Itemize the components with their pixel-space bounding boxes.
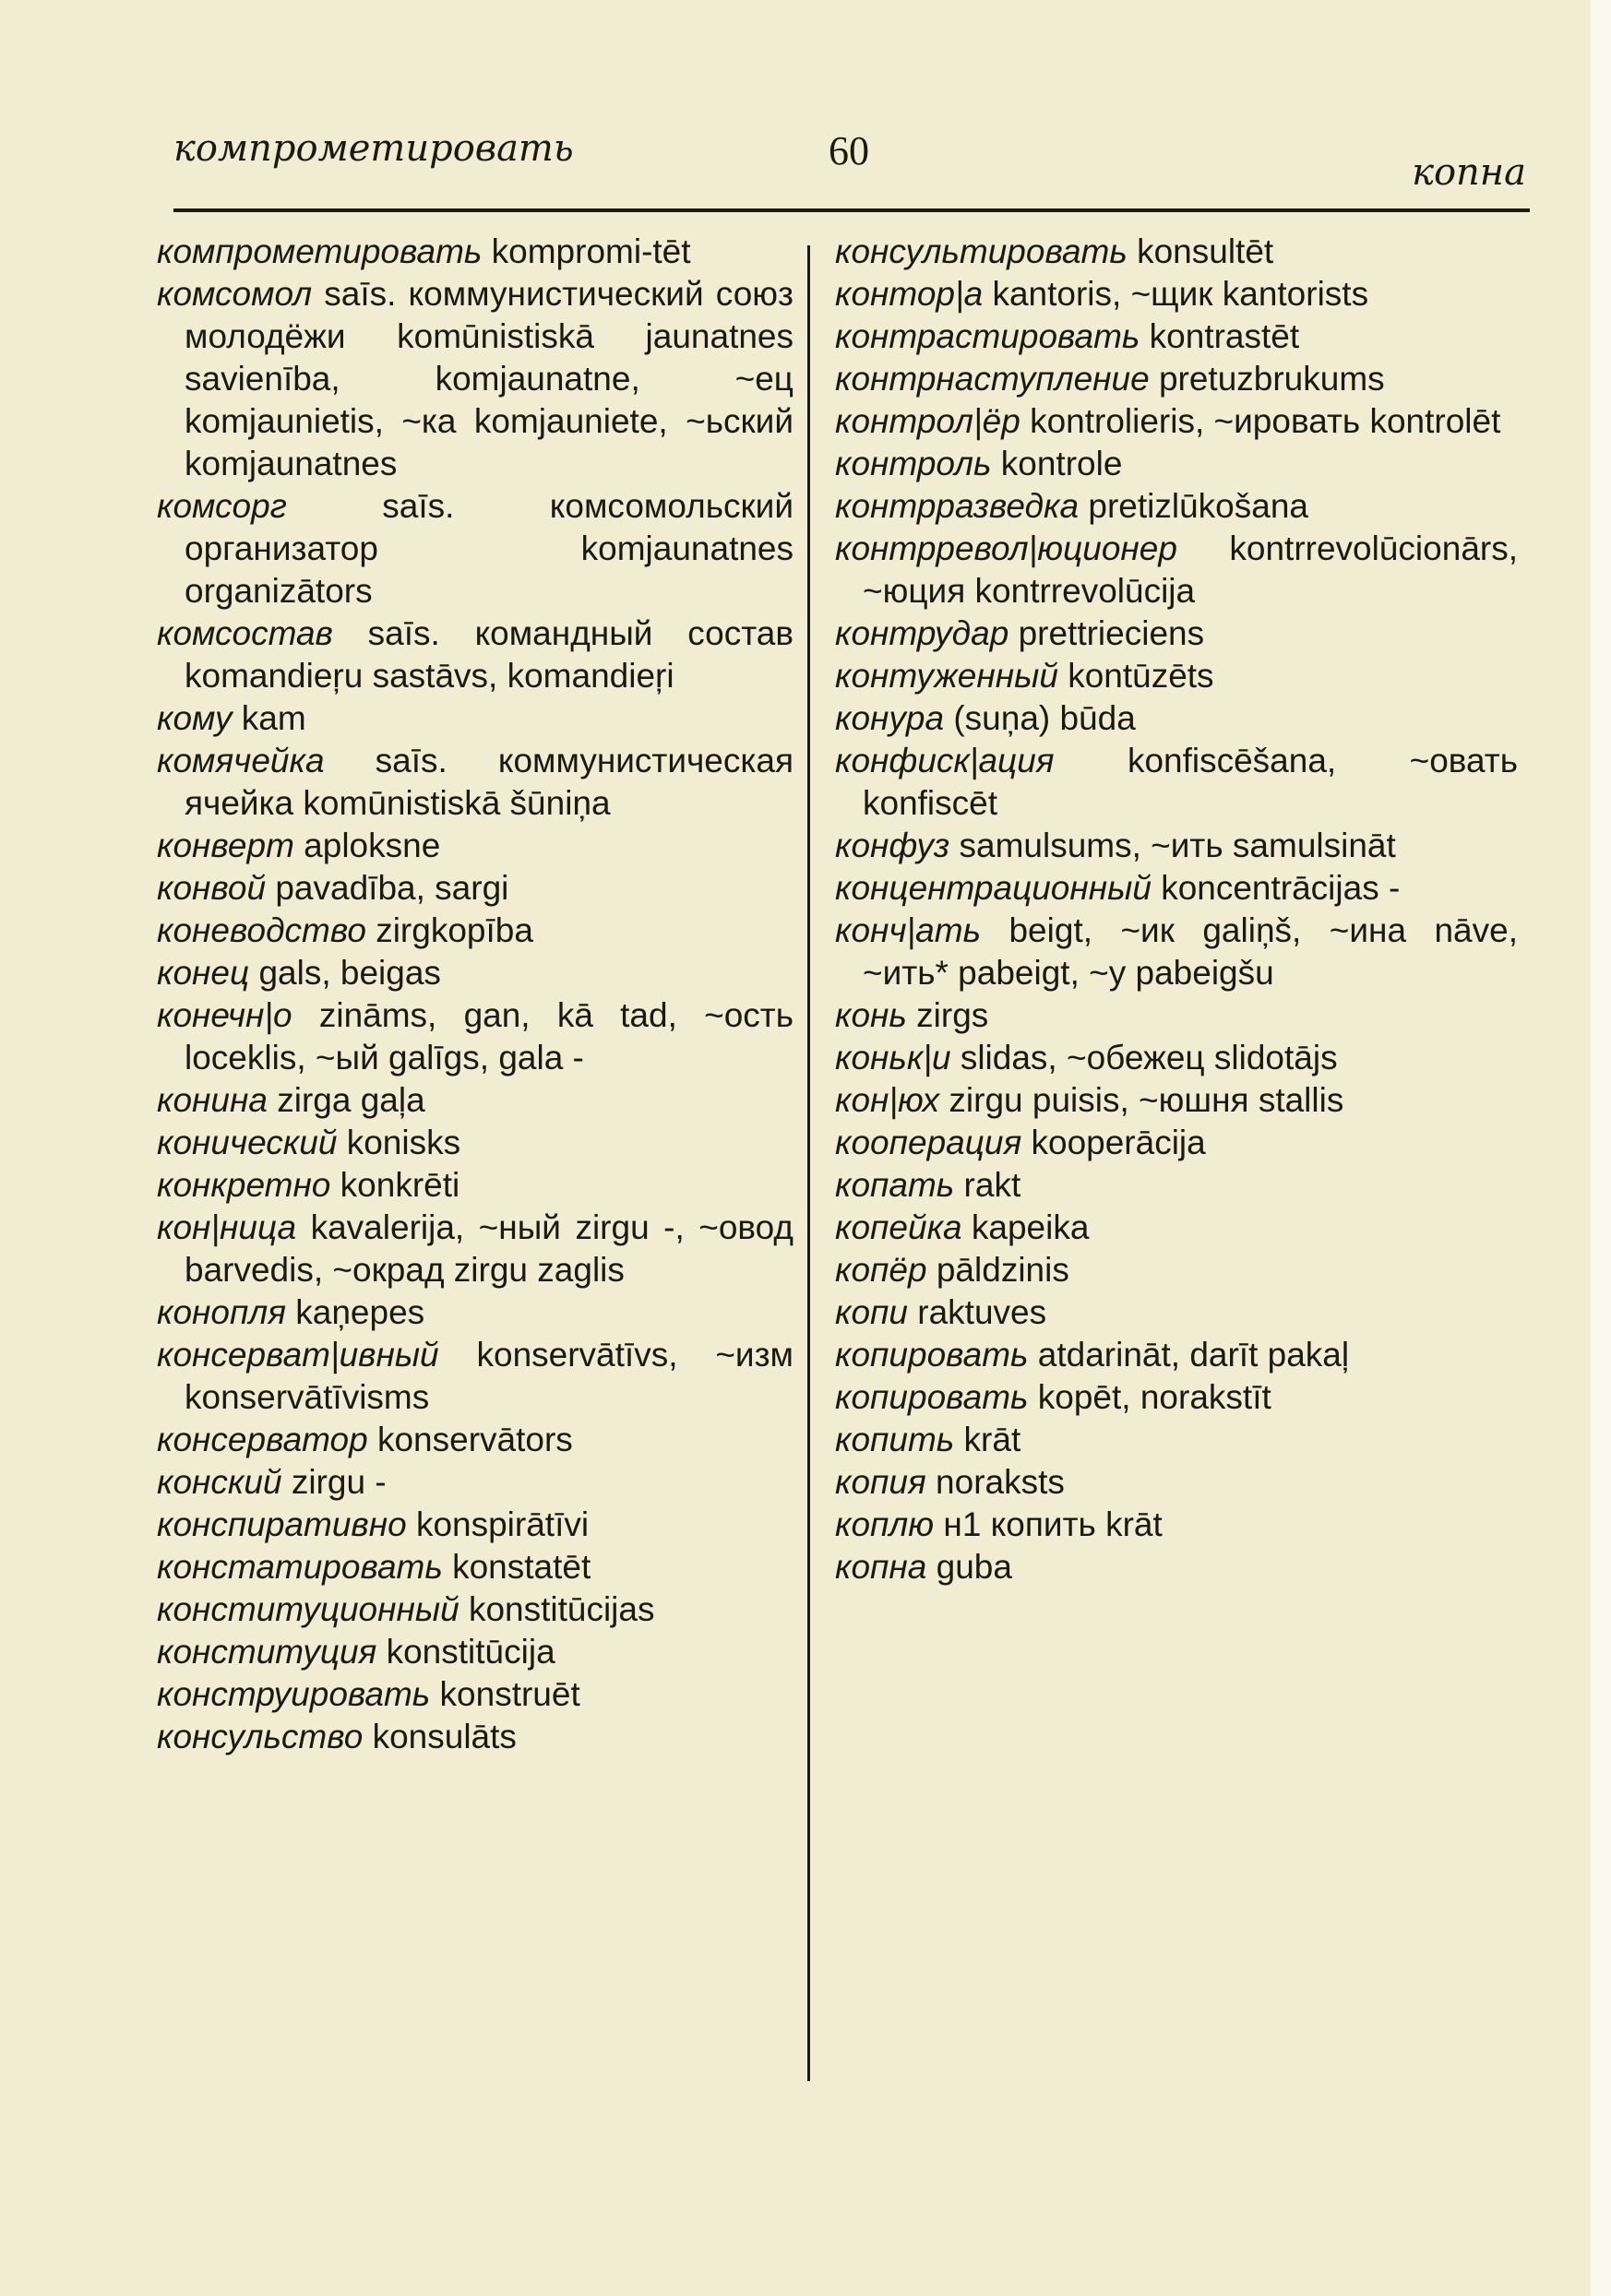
entry-headword: кон|ница	[157, 1208, 297, 1246]
dictionary-entry	[835, 825, 1518, 867]
entry-translation: konservātīvs, ~изм konservātīvisms	[185, 1336, 794, 1416]
entry-headword: конспиративно	[157, 1505, 407, 1543]
dictionary-entry	[157, 231, 794, 273]
dictionary-entry	[835, 1461, 1518, 1504]
entry-headword: копать	[835, 1166, 955, 1204]
entry-headword: комсорг	[157, 487, 287, 525]
entry-translation: saīs. коммунистический союз молодёжи komūnistiskā jaunatnes savienība, komjaunatne, ~ец komjaunietis, ~ка komjauniete, ~ьский komjaunatnes	[185, 275, 794, 482]
entry-translation: konkrēti	[340, 1166, 460, 1204]
entry-translation: beigt, ~ик galiņš, ~ина nāve, ~ить* pabeigt, ~у pabeigšu	[863, 911, 1518, 992]
dictionary-entry	[835, 1122, 1518, 1164]
dictionary-entry	[835, 613, 1518, 655]
entry-translation: konstruēt	[439, 1675, 580, 1713]
entry-headword: контрастировать	[835, 317, 1140, 355]
entry-headword: контрразведка	[835, 487, 1080, 525]
entry-translation: konsulāts	[372, 1718, 517, 1755]
dictionary-entry	[157, 867, 794, 910]
entry-translation: pāldzinis	[936, 1251, 1069, 1289]
entry-headword: коплю	[835, 1505, 935, 1543]
dictionary-entry	[835, 528, 1518, 613]
entry-headword: контрудар	[835, 614, 1009, 652]
dictionary-entry	[835, 697, 1518, 740]
dictionary-entry	[835, 1164, 1518, 1207]
entry-translation: noraksts	[936, 1463, 1065, 1501]
entry-headword: констатировать	[157, 1548, 443, 1586]
dictionary-entry	[835, 400, 1518, 443]
entry-translation: aploksne	[304, 827, 441, 864]
entry-headword: консерват|ивный	[157, 1336, 439, 1374]
entry-translation: guba	[936, 1548, 1012, 1586]
entry-headword: конфуз	[835, 827, 950, 864]
entry-headword: копировать	[835, 1378, 1029, 1416]
dictionary-entry	[157, 1207, 794, 1291]
dictionary-entry	[157, 1588, 794, 1631]
entry-headword: кон|юх	[835, 1081, 940, 1119]
entry-translation: zirgu puisis, ~юшня stallis	[949, 1081, 1344, 1119]
dictionary-entry	[157, 1079, 794, 1122]
entry-headword: конверт	[157, 827, 294, 864]
entry-headword: кому	[157, 699, 233, 737]
dictionary-entry	[157, 994, 794, 1079]
dictionary-entry	[835, 1207, 1518, 1249]
entry-translation: konspirātīvi	[415, 1505, 590, 1543]
column-rule	[807, 245, 810, 2081]
entry-translation: prettrieciens	[1018, 614, 1205, 652]
dictionary-entry	[157, 1716, 794, 1758]
dictionary-entry	[157, 1631, 794, 1673]
entry-translation: kontrastēt	[1149, 317, 1300, 355]
dictionary-entry	[157, 952, 794, 994]
page-edge	[1591, 0, 1611, 2296]
entry-translation: rakt	[963, 1166, 1021, 1204]
entry-translation: kontrolieris, ~ировать kontrolēt	[1030, 402, 1501, 440]
dictionary-entry	[157, 613, 794, 697]
entry-translation: kooperācija	[1031, 1124, 1206, 1161]
entry-headword: конкретно	[157, 1166, 331, 1204]
page-number: 60	[829, 128, 869, 173]
entry-translation: н1 копить krāt	[943, 1505, 1163, 1543]
dictionary-entry	[835, 1504, 1518, 1546]
page-header	[173, 127, 1530, 192]
dictionary-entry	[157, 825, 794, 867]
dictionary-entry	[157, 740, 794, 825]
entry-translation: zirgu -	[291, 1463, 387, 1501]
dictionary-entry	[157, 1546, 794, 1588]
entry-translation: zināms, gan, kā tad, ~ость loceklis, ~ый galīgs, gala -	[185, 996, 794, 1077]
running-head-right: копна	[1412, 151, 1526, 194]
entry-translation: kontūzēts	[1068, 657, 1214, 695]
dictionary-entry	[157, 485, 794, 613]
dictionary-entry	[835, 1291, 1518, 1334]
entry-headword: копи	[835, 1293, 908, 1331]
entry-translation: kopēt, norakstīt	[1037, 1378, 1271, 1416]
right-column	[835, 231, 1518, 1588]
entry-headword: компрометировать	[157, 232, 483, 270]
entry-headword: консерватор	[157, 1421, 368, 1458]
entry-translation: kompromi-tēt	[491, 232, 691, 270]
entry-translation: samulsums, ~ить samulsināt	[959, 827, 1396, 864]
entry-headword: конструировать	[157, 1675, 431, 1713]
running-head-left: компрометировать	[173, 127, 574, 170]
dictionary-entry	[835, 867, 1518, 910]
entry-headword: конец	[157, 954, 250, 992]
entry-headword: конституционный	[157, 1590, 459, 1628]
dictionary-entry	[157, 1291, 794, 1334]
dictionary-entry	[835, 910, 1518, 994]
entry-headword: кооперация	[835, 1124, 1022, 1161]
entry-translation: kantoris, ~щик kantorists	[992, 275, 1369, 313]
entry-headword: контроль	[835, 445, 992, 482]
dictionary-entry	[835, 1334, 1518, 1376]
entry-headword: коневодство	[157, 911, 366, 949]
entry-translation: gals, beigas	[258, 954, 441, 992]
entry-headword: контор|а	[835, 275, 984, 313]
dictionary-entry	[835, 443, 1518, 485]
entry-translation: konstatēt	[452, 1548, 591, 1586]
dictionary-entry	[835, 315, 1518, 358]
dictionary-entry	[157, 1461, 794, 1504]
dictionary-entry	[835, 1037, 1518, 1079]
entry-translation: kavalerija, ~ный zirgu -, ~овод barvedis, ~окрад zirgu zaglis	[185, 1208, 794, 1289]
entry-headword: контрол|ёр	[835, 402, 1020, 440]
entry-translation: atdarināt, darīt pakaļ	[1037, 1336, 1350, 1374]
entry-headword: коньк|и	[835, 1039, 951, 1077]
entry-translation: kapeika	[971, 1208, 1090, 1246]
entry-headword: конина	[157, 1081, 268, 1119]
entry-headword: конский	[157, 1463, 282, 1501]
entry-translation: (suņa) būda	[953, 699, 1136, 737]
dictionary-entry	[835, 273, 1518, 315]
dictionary-entry	[835, 994, 1518, 1037]
dictionary-entry	[157, 273, 794, 485]
dictionary-entry	[835, 358, 1518, 400]
entry-translation: pavadība, sargi	[275, 869, 509, 907]
dictionary-entry	[835, 231, 1518, 273]
entry-headword: конический	[157, 1124, 338, 1161]
entry-translation: saīs. комсомольский организатор komjaunatnes organizātors	[185, 487, 794, 610]
entry-headword: конопля	[157, 1293, 286, 1331]
entry-headword: конфиск|ация	[835, 742, 1055, 779]
entry-headword: контрнаступление	[835, 360, 1150, 398]
dictionary-entry	[157, 1419, 794, 1461]
entry-translation: zirgs	[916, 996, 989, 1034]
entry-translation: pretuzbrukums	[1158, 360, 1385, 398]
dictionary-entry	[835, 1376, 1518, 1419]
dictionary-entry	[157, 1122, 794, 1164]
entry-headword: конституция	[157, 1633, 377, 1671]
entry-headword: комсостав	[157, 614, 333, 652]
entry-translation: saīs. командный состав komandieŗu sastāvs, komandieŗi	[185, 614, 794, 695]
entry-translation: konsultēt	[1137, 232, 1274, 270]
entry-translation: slidas, ~обежец slidotājs	[960, 1039, 1338, 1077]
entry-headword: комсомол	[157, 275, 313, 313]
entry-headword: копна	[835, 1548, 927, 1586]
entry-translation: konservātors	[376, 1421, 573, 1458]
header-rule	[173, 208, 1530, 212]
entry-translation: saīs. коммунистическая ячейка komūnistiskā šūniņa	[185, 742, 794, 822]
left-column	[157, 231, 794, 1758]
entry-headword: конч|ать	[835, 911, 982, 949]
entry-translation: pretizlūkošana	[1088, 487, 1308, 525]
entry-headword: копить	[835, 1421, 955, 1458]
dictionary-entry	[835, 1546, 1518, 1588]
entry-headword: копия	[835, 1463, 926, 1501]
entry-translation: kontrrevolūcionārs, ~юция kontrrevolūcija	[863, 529, 1518, 610]
dictionary-entry	[835, 740, 1518, 825]
dictionary-entry	[157, 1673, 794, 1716]
entry-headword: комячейка	[157, 742, 325, 779]
dictionary-entry	[835, 1249, 1518, 1291]
entry-translation: zirga gaļa	[277, 1081, 425, 1119]
entry-translation: koncentrācijas -	[1161, 869, 1401, 907]
entry-translation: kontrole	[1000, 445, 1123, 482]
entry-translation: kam	[241, 699, 306, 737]
dictionary-entry	[157, 910, 794, 952]
entry-headword: консульство	[157, 1718, 364, 1755]
entry-headword: копейка	[835, 1208, 962, 1246]
dictionary-entry	[157, 1504, 794, 1546]
entry-headword: конечн|о	[157, 996, 292, 1034]
dictionary-entry	[835, 1419, 1518, 1461]
entry-headword: контуженный	[835, 657, 1058, 695]
dictionary-entry	[835, 485, 1518, 528]
entry-headword: копировать	[835, 1336, 1029, 1374]
entry-translation: raktuves	[917, 1293, 1047, 1331]
entry-translation: konstitūcija	[386, 1633, 555, 1671]
dictionary-entry	[157, 697, 794, 740]
entry-translation: kaņepes	[295, 1293, 425, 1331]
entry-headword: конь	[835, 996, 907, 1034]
entry-translation: krāt	[963, 1421, 1021, 1458]
entry-headword: консультировать	[835, 232, 1128, 270]
entry-headword: копёр	[835, 1251, 927, 1289]
entry-translation: konfiscēšana, ~овать konfiscēt	[863, 742, 1518, 822]
entry-translation: konstitūcijas	[468, 1590, 655, 1628]
entry-translation: konisks	[346, 1124, 461, 1161]
dictionary-entry	[835, 655, 1518, 697]
entry-translation: zirgkopība	[376, 911, 533, 949]
entry-headword: контрревол|юционер	[835, 529, 1177, 567]
entry-headword: конвой	[157, 869, 267, 907]
dictionary-entry	[835, 1079, 1518, 1122]
dictionary-entry	[157, 1334, 794, 1419]
entry-headword: концентрационный	[835, 869, 1152, 907]
entry-headword: конура	[835, 699, 945, 737]
dictionary-entry	[157, 1164, 794, 1207]
